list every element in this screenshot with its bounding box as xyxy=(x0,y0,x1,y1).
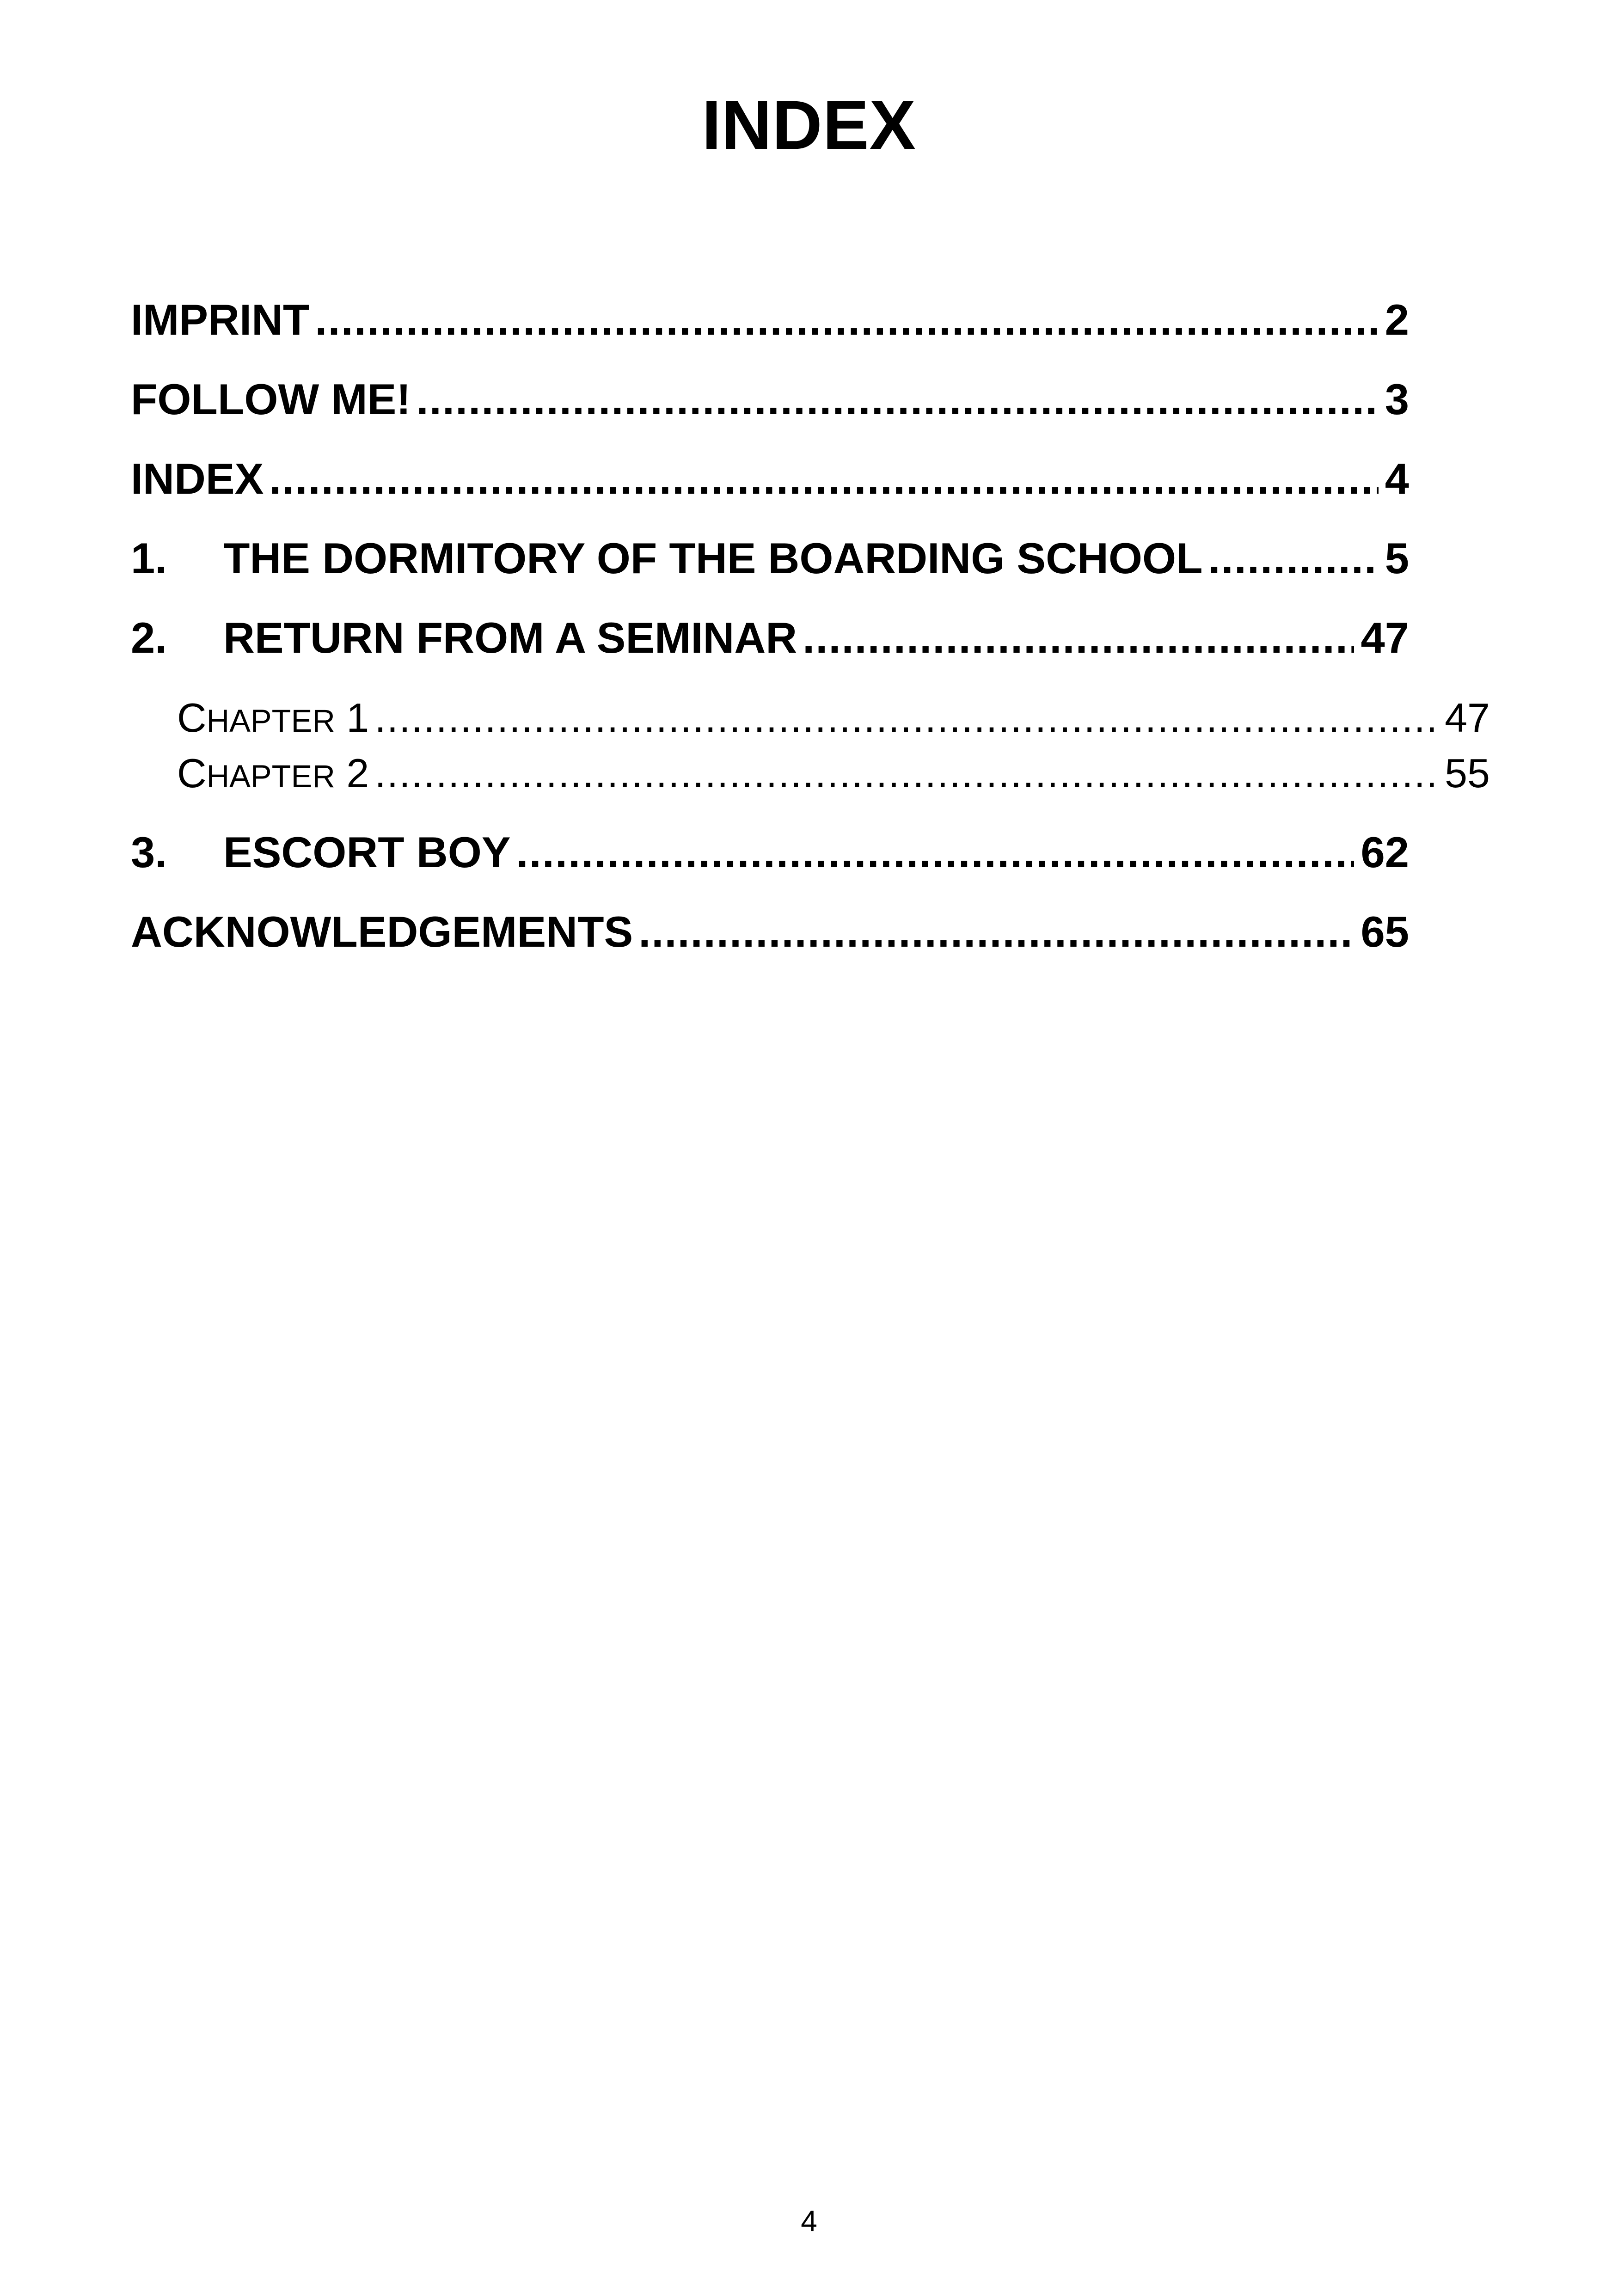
toc-entry-acknowledgements[interactable] xyxy=(131,904,1409,960)
toc-entry-label: THE DORMITORY OF THE BOARDING SCHOOL xyxy=(223,534,1203,582)
page-number: 4 xyxy=(801,2204,817,2238)
toc-entry-label: RETURN FROM A SEMINAR xyxy=(223,613,797,662)
toc-entry-page: 4 xyxy=(1385,454,1409,503)
toc-dot-leader xyxy=(516,825,1354,880)
toc-entry-page: 65 xyxy=(1361,907,1409,956)
toc-entry-label: FOLLOW ME! xyxy=(131,375,411,423)
toc-entry-page: 2 xyxy=(1385,295,1409,344)
toc-entry-index[interactable] xyxy=(131,451,1409,507)
toc-dot-leader xyxy=(1208,531,1379,586)
toc-entry-page: 62 xyxy=(1361,828,1409,876)
toc-entry-label: IMPRINT xyxy=(131,295,310,344)
toc-subentry-label: CHAPTER 2 xyxy=(177,750,369,796)
toc-dot-leader xyxy=(374,692,1438,743)
toc-subentry-label: CHAPTER 1 xyxy=(177,695,369,741)
toc-entry-number: 1. xyxy=(131,534,167,582)
toc-dot-leader xyxy=(269,451,1378,507)
toc-subentry-chapter-1[interactable] xyxy=(177,692,1490,747)
toc-entry-follow-me[interactable] xyxy=(131,372,1409,427)
toc-dot-leader xyxy=(638,904,1354,960)
toc-subentry-chapter-2[interactable] xyxy=(177,748,1490,802)
toc-entry-chapter-2[interactable] xyxy=(131,610,1409,666)
toc-entry-chapter-1[interactable] xyxy=(131,531,1409,586)
toc-entry-label: INDEX xyxy=(131,454,264,503)
toc-entry-number: 3. xyxy=(131,828,167,876)
page-title: INDEX xyxy=(702,86,916,164)
toc-entry-page: 47 xyxy=(1361,613,1409,662)
toc-entry-number: 2. xyxy=(131,613,167,662)
toc-dot-leader xyxy=(803,610,1354,666)
toc-subentry-page: 55 xyxy=(1445,750,1490,796)
toc-entry-page: 5 xyxy=(1385,534,1409,582)
toc-dot-leader xyxy=(374,748,1438,799)
toc-entry-imprint[interactable] xyxy=(131,292,1409,348)
toc-entry-label: ACKNOWLEDGEMENTS xyxy=(131,907,633,956)
toc-subentry-page: 47 xyxy=(1445,695,1490,741)
toc-dot-leader xyxy=(315,292,1378,348)
toc-entry-page: 3 xyxy=(1385,375,1409,423)
toc-entry-chapter-3[interactable] xyxy=(131,825,1409,880)
toc-dot-leader xyxy=(417,372,1379,427)
toc-entry-label: ESCORT BOY xyxy=(223,828,511,876)
